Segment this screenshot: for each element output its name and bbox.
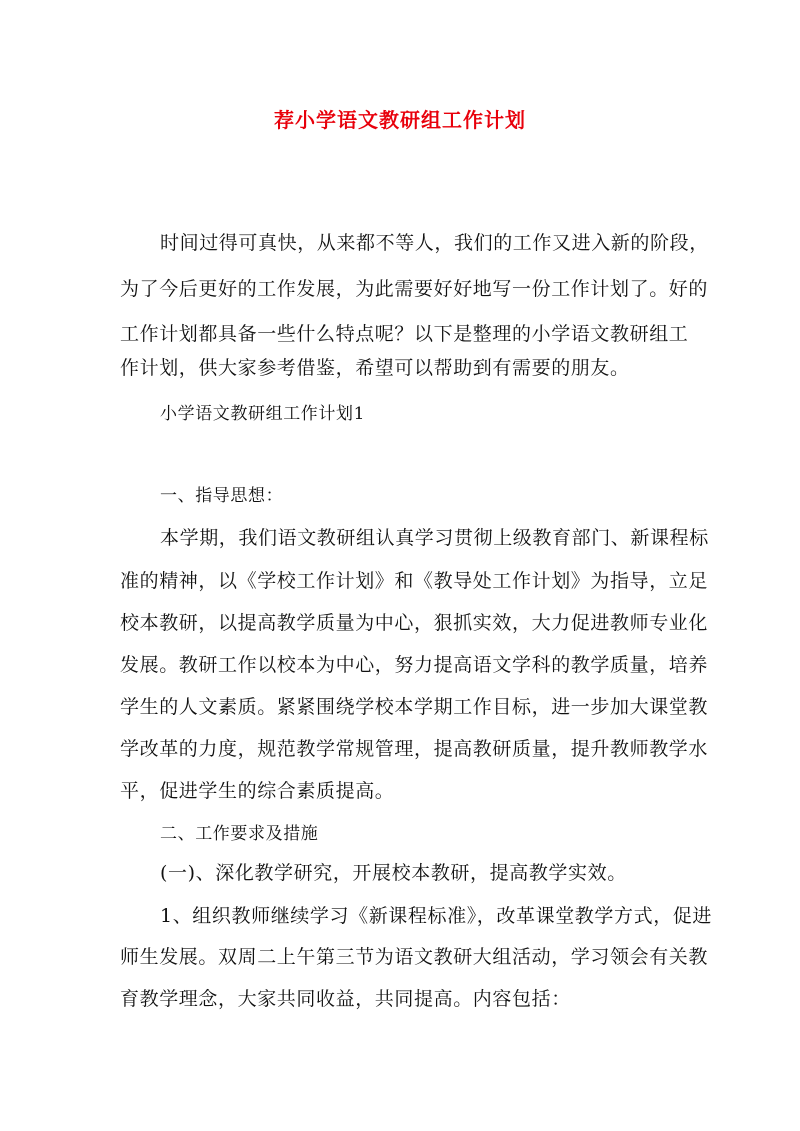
plan-heading: 小学语文教研组工作计划1 xyxy=(160,404,366,424)
intro-line: 时间过得可真快，从来都不等人，我们的工作又进入新的阶段， xyxy=(160,232,709,254)
document-title: 荐小学语文教研组工作计划 xyxy=(274,108,526,132)
body-line: 1、组织教师继续学习《新课程标准》，改革课堂教学方式，促进 xyxy=(160,905,712,927)
subsection-heading: (一)、深化教学研究，开展校本教研，提高教学实效。 xyxy=(160,862,627,884)
body-line: 学生的人文素质。紧紧围绕学校本学期工作目标，进一步加大课堂教 xyxy=(120,696,709,718)
body-line: 发展。教研工作以校本为中心，努力提高语文学科的教学质量，培养 xyxy=(120,654,709,676)
body-line: 本学期，我们语文教研组认真学习贯彻上级教育部门、新课程标 xyxy=(160,527,709,549)
body-line: 校本教研，以提高教学质量为中心，狠抓实效，大力促进教师专业化 xyxy=(120,612,709,634)
body-line: 平，促进学生的综合素质提高。 xyxy=(120,780,395,802)
section-heading: 一、指导思想： xyxy=(160,486,284,506)
section-heading: 二、工作要求及措施 xyxy=(160,824,319,844)
body-line: 学改革的力度，规范教学常规管理，提高教研质量，提升教师教学水 xyxy=(120,738,709,760)
body-line: 准的精神，以《学校工作计划》和《教导处工作计划》为指导，立足 xyxy=(120,570,709,592)
body-line: 师生发展。双周二上午第三节为语文教研大组活动，学习领会有关教 xyxy=(120,946,709,968)
intro-line: 为了今后更好的工作发展，为此需要好好地写一份工作计划了。好的 xyxy=(120,278,709,300)
intro-line: 工作计划都具备一些什么特点呢？以下是整理的小学语文教研组工 xyxy=(120,323,689,345)
body-line: 育教学理念，大家共同收益，共同提高。内容包括： xyxy=(120,988,571,1010)
intro-line: 作计划，供大家参考借鉴，希望可以帮助到有需要的朋友。 xyxy=(120,357,630,379)
